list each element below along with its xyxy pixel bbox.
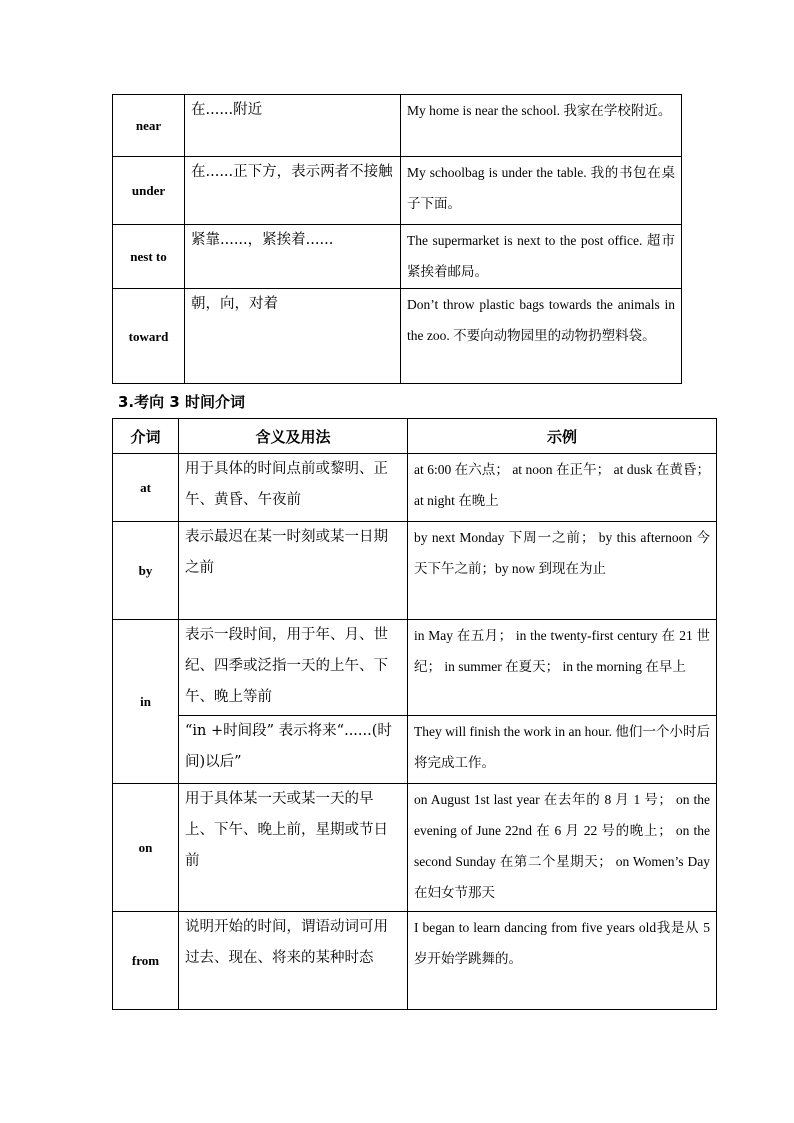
example-cell: They will finish the work in an hour. 他们一个小时后将完成工作。	[408, 716, 717, 784]
table-row	[113, 225, 682, 289]
table-row	[113, 454, 717, 522]
preposition-cell: toward	[113, 289, 185, 384]
table-row	[113, 289, 682, 384]
example-cell: in May 在五月； in the twenty-first century 在 21 世纪； in summer 在夏天； in the morning 在早上	[408, 620, 717, 716]
preposition-cell: at	[113, 454, 179, 522]
meaning-cell: 紧靠......，紧挨着......	[185, 225, 401, 289]
header-meaning: 含义及用法	[179, 419, 408, 454]
table-row	[113, 716, 717, 784]
preposition-cell: from	[113, 912, 179, 1010]
example-cell: by next Monday 下周一之前； by this afternoon 今天下午之前；by now 到现在为止	[408, 522, 717, 620]
meaning-cell: 用于具体的时间点前或黎明、正午、黄昏、午夜前	[179, 454, 408, 522]
preposition-cell: near	[113, 95, 185, 157]
preposition-cell: under	[113, 157, 185, 225]
table-row	[113, 912, 717, 1010]
example-cell: My home is near the school. 我家在学校附近。	[401, 95, 682, 157]
example-cell: I began to learn dancing from five years old我是从 5 岁开始学跳舞的。	[408, 912, 717, 1010]
preposition-cell: on	[113, 784, 179, 912]
meaning-cell: “in +时间段” 表示将来“......(时间)以后”	[179, 716, 408, 784]
preposition-cell: by	[113, 522, 179, 620]
preposition-cell: in	[113, 620, 179, 784]
example-cell: Don’t throw plastic bags towards the animals in the zoo. 不要向动物园里的动物扔塑料袋。	[401, 289, 682, 384]
table-row	[113, 95, 682, 157]
time-preposition-table	[112, 418, 717, 1010]
meaning-cell: 表示一段时间，用于年、月、世纪、四季或泛指一天的上午、下午、晚上等前	[179, 620, 408, 716]
table-row	[113, 784, 717, 912]
place-preposition-table	[112, 94, 682, 384]
header-example: 示例	[408, 419, 717, 454]
table-row	[113, 522, 717, 620]
section-title: 3.考向 3 时间介词	[118, 393, 246, 411]
example-cell: My schoolbag is under the table. 我的书包在桌子下面。	[401, 157, 682, 225]
example-cell: at 6:00 在六点； at noon 在正午； at dusk 在黄昏；at night 在晚上	[408, 454, 717, 522]
meaning-cell: 用于具体某一天或某一天的早上、下午、晚上前，星期或节日前	[179, 784, 408, 912]
example-cell: on August 1st last year 在去年的 8 月 1 号； on the evening of June 22nd 在 6 月 22 号的晚上； on the second Sunday 在第二个星期天； on Women’s Day 在妇女节那天	[408, 784, 717, 912]
header-preposition: 介词	[113, 419, 179, 454]
table-row	[113, 620, 717, 716]
meaning-cell: 在......正下方，表示两者不接触	[185, 157, 401, 225]
meaning-cell: 表示最迟在某一时刻或某一日期之前	[179, 522, 408, 620]
meaning-cell: 朝，向，对着	[185, 289, 401, 384]
table-row	[113, 157, 682, 225]
example-cell: The supermarket is next to the post office. 超市紧挨着邮局。	[401, 225, 682, 289]
meaning-cell: 在......附近	[185, 95, 401, 157]
meaning-cell: 说明开始的时间，谓语动词可用过去、现在、将来的某种时态	[179, 912, 408, 1010]
table-header-row	[113, 419, 717, 454]
preposition-cell: nest to	[113, 225, 185, 289]
